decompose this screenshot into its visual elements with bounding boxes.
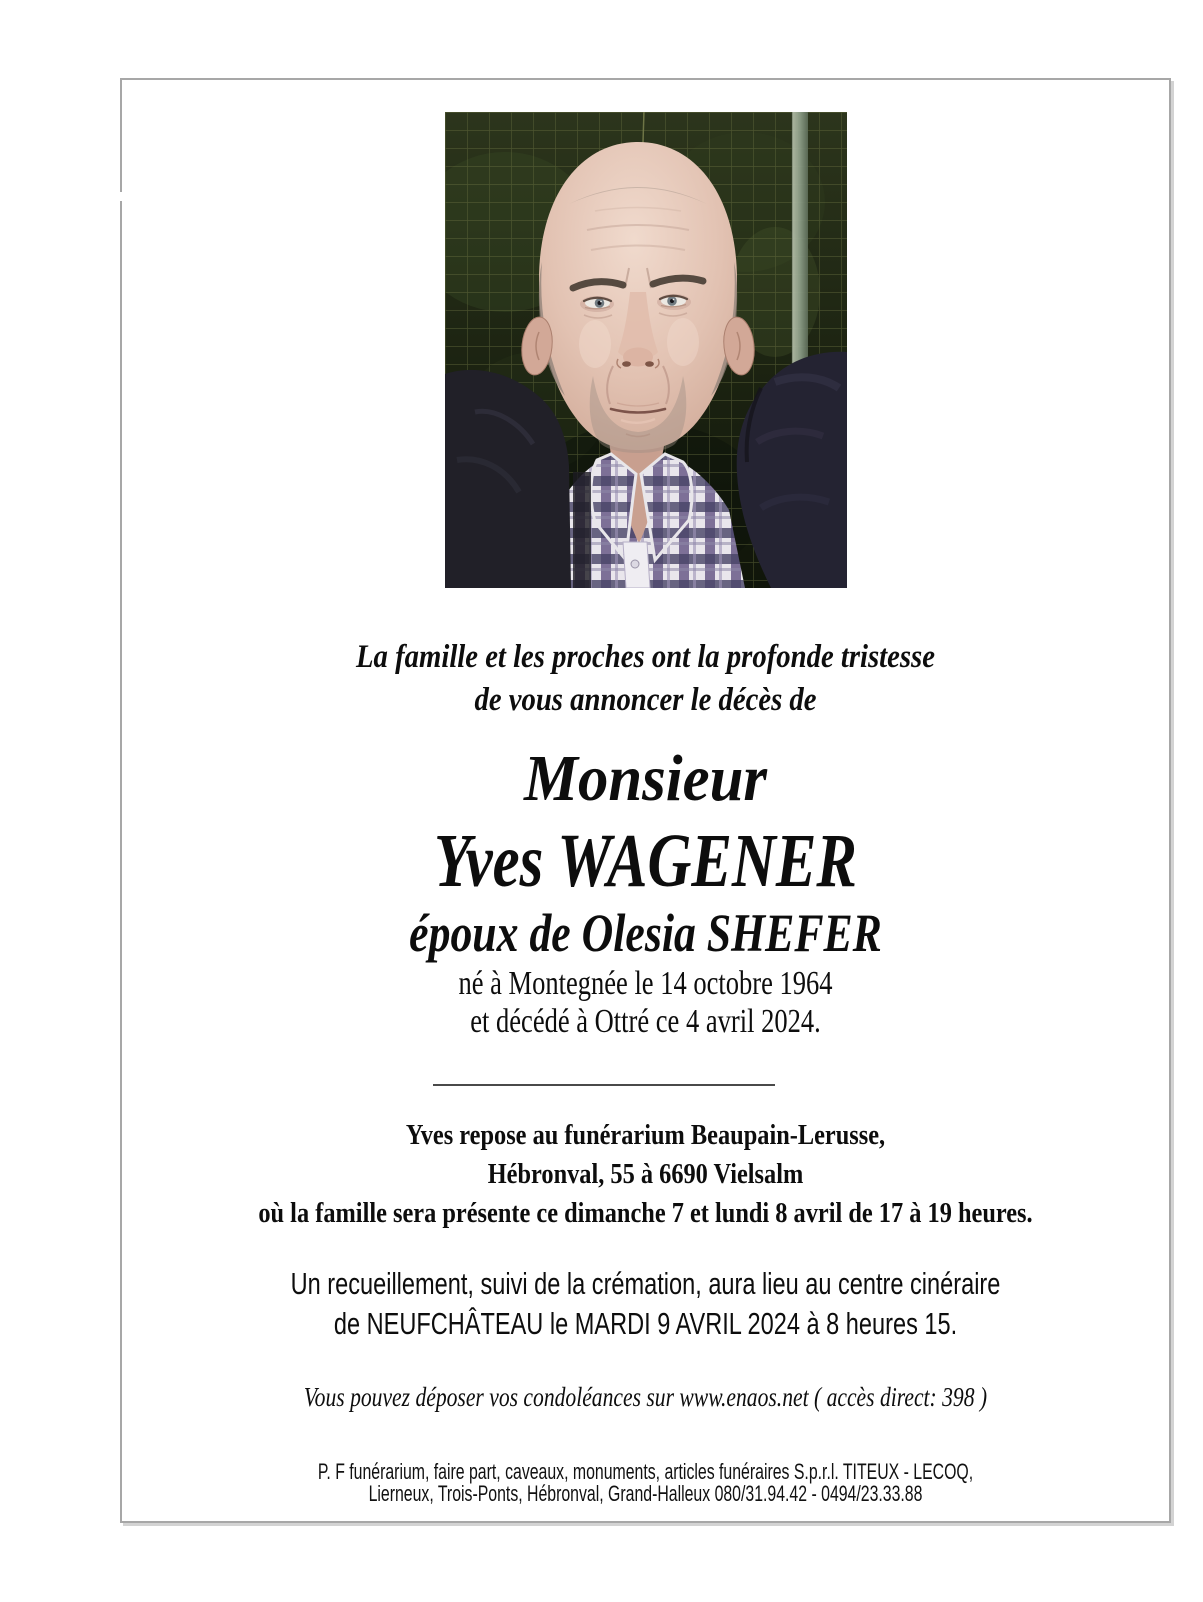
announcement-intro bbox=[190, 636, 1101, 722]
section-divider bbox=[433, 1084, 775, 1086]
visitation-info bbox=[206, 1116, 1085, 1233]
funeral-home-line-1: P. F funérarium, faire part, caveaux, monuments, articles funéraires S.p.r.l. TITEUX - LECOQ, bbox=[317, 1459, 974, 1484]
portrait-photo-svg bbox=[445, 112, 847, 588]
border-scan-gap bbox=[120, 192, 122, 201]
announcement-line-2: de vous annoncer le décès de bbox=[474, 682, 817, 718]
funeral-home-line-2: Lierneux, Trois-Ponts, Hébronval, Grand-Halleux 080/31.94.42 - 0494/23.33.88 bbox=[368, 1481, 923, 1506]
condolences-note: Vous pouvez déposer vos condoléances sur www.enaos.net ( accès direct: 398 ) bbox=[303, 1382, 988, 1412]
visitation-line-3: où la famille sera présente ce dimanche 7 et lundi 8 avril de 17 à 19 heures. bbox=[258, 1197, 1033, 1229]
deceased-title: Monsieur bbox=[524, 742, 767, 815]
ceremony-info bbox=[248, 1264, 1044, 1344]
portrait-photo bbox=[445, 112, 847, 588]
death-line: et décédé à Ottré ce 4 avril 2024. bbox=[470, 1003, 821, 1040]
visitation-line-2: Hébronval, 55 à 6690 Vielsalm bbox=[487, 1158, 804, 1190]
page-frame bbox=[120, 78, 1171, 1523]
announcement-line-1: La famille et les proches ont la profonde tristesse bbox=[356, 639, 935, 675]
ceremony-line-2: de NEUFCHÂTEAU le MARDI 9 AVRIL 2024 à 8 heures 15. bbox=[333, 1306, 958, 1341]
visitation-line-1: Yves repose au funérarium Beaupain-Lerusse, bbox=[405, 1119, 886, 1151]
deceased-name: Yves WAGENER bbox=[434, 819, 857, 903]
funeral-home-footer bbox=[269, 1461, 1023, 1505]
birth-line: né à Montegnée le 14 octobre 1964 bbox=[458, 965, 833, 1002]
deceased-relation: époux de Olesia SHEFER bbox=[409, 903, 882, 963]
life-dates bbox=[237, 965, 1054, 1041]
ceremony-line-1: Un recueillement, suivi de la crémation, aura lieu au centre cinéraire bbox=[290, 1266, 1001, 1301]
